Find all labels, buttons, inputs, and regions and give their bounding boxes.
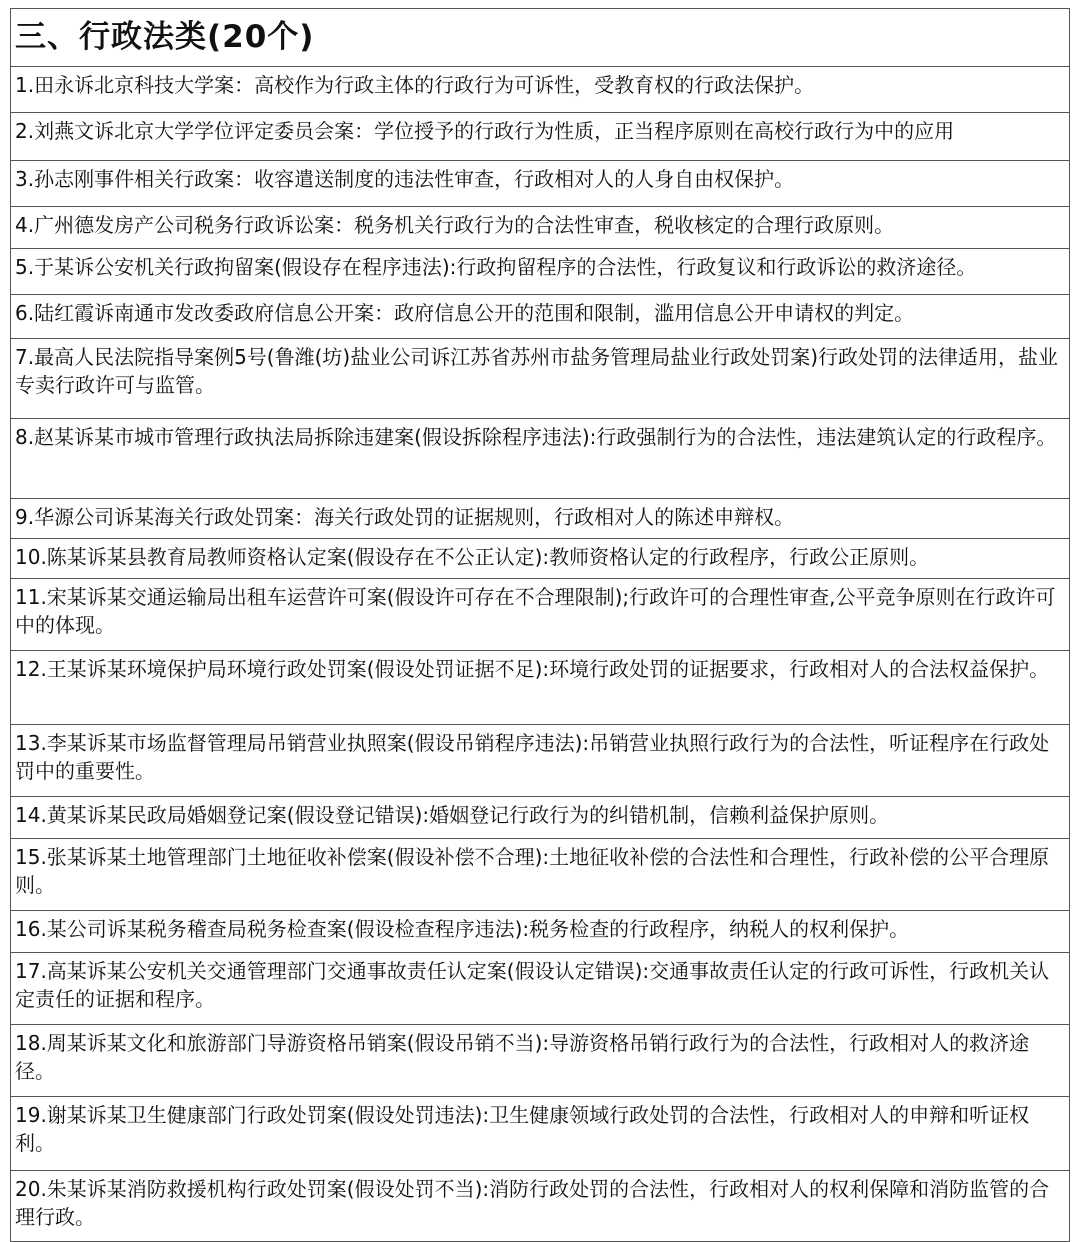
case-item-5: 5.于某诉公安机关行政拘留案(假设存在程序违法):行政拘留程序的合法性，行政复议和行政诉讼的救济途径。 xyxy=(15,255,977,279)
case-item-15: 15.张某诉某土地管理部门土地征收补偿案(假设补偿不合理):土地征收补偿的合法性和合理性，行政补偿的公平合理原则。 xyxy=(15,845,1050,897)
case-item-1: 1.田永诉北京科技大学案：高校作为行政主体的行政行为可诉性，受教育权的行政法保护。 xyxy=(15,73,815,97)
case-item-2: 2.刘燕文诉北京大学学位评定委员会案：学位授予的行政行为性质，正当程序原则在高校行政行为中的应用 xyxy=(15,119,955,143)
title-row xyxy=(11,9,1069,67)
table-row xyxy=(11,249,1069,295)
case-item-6: 6.陆红霞诉南通市发改委政府信息公开案：政府信息公开的范围和限制，滥用信息公开申请权的判定。 xyxy=(15,301,915,325)
case-item-3: 3.孙志刚事件相关行政案：收容遣送制度的违法性审查，行政相对人的人身自由权保护。 xyxy=(15,167,795,191)
page-title: 三、行政法类(20个) xyxy=(15,19,315,55)
table-row xyxy=(11,161,1069,207)
table-row xyxy=(11,839,1069,911)
table-row xyxy=(11,953,1069,1025)
table-row xyxy=(11,339,1069,419)
case-item-12: 12.王某诉某环境保护局环境行政处罚案(假设处罚证据不足):环境行政处罚的证据要求，行政相对人的合法权益保护。 xyxy=(15,657,1050,681)
case-item-18: 18.周某诉某文化和旅游部门导游资格吊销案(假设吊销不当):导游资格吊销行政行为的合法性，行政相对人的救济途径。 xyxy=(15,1031,1030,1083)
table-row xyxy=(11,911,1069,953)
case-item-14: 14.黄某诉某民政局婚姻登记案(假设登记错误):婚姻登记行政行为的纠错机制，信赖利益保护原则。 xyxy=(15,803,890,827)
table-row xyxy=(11,207,1069,249)
table-row xyxy=(11,113,1069,161)
case-item-4: 4.广州德发房产公司税务行政诉讼案：税务机关行政行为的合法性审查，税收核定的合理行政原则。 xyxy=(15,213,895,237)
case-item-17: 17.高某诉某公安机关交通管理部门交通事故责任认定案(假设认定错误):交通事故责任认定的行政可诉性，行政机关认定责任的证据和程序。 xyxy=(15,959,1050,1011)
table-row xyxy=(11,651,1069,725)
table-row xyxy=(11,797,1069,839)
case-item-20: 20.朱某诉某消防救援机构行政处罚案(假设处罚不当):消防行政处罚的合法性，行政相对人的权利保障和消防监管的合理行政。 xyxy=(15,1177,1050,1229)
case-item-11: 11.宋某诉某交通运输局出租车运营许可案(假设许可存在不合理限制);行政许可的合理性审查,公平竞争原则在行政许可中的体现。 xyxy=(15,585,1056,637)
table-row xyxy=(11,539,1069,579)
case-item-16: 16.某公司诉某税务稽查局税务检查案(假设检查程序违法):税务检查的行政程序，纳税人的权利保护。 xyxy=(15,917,910,941)
table-row xyxy=(11,1171,1069,1241)
table-row xyxy=(11,579,1069,651)
case-item-10: 10.陈某诉某县教育局教师资格认定案(假设存在不公正认定):教师资格认定的行政程序，行政公正原则。 xyxy=(15,545,930,569)
case-item-9: 9.华源公司诉某海关行政处罚案：海关行政处罚的证据规则，行政相对人的陈述申辩权。 xyxy=(15,505,795,529)
table-row xyxy=(11,1097,1069,1171)
table-row xyxy=(11,295,1069,339)
table-row xyxy=(11,1025,1069,1097)
case-item-7: 7.最高人民法院指导案例5号(鲁潍(坊)盐业公司诉江苏省苏州市盐务管理局盐业行政处罚案)行政处罚的法律适用，盐业专卖行政许可与监管。 xyxy=(15,345,1059,397)
case-item-19: 19.谢某诉某卫生健康部门行政处罚案(假设处罚违法):卫生健康领域行政处罚的合法性，行政相对人的申辩和听证权利。 xyxy=(15,1103,1030,1155)
table-row xyxy=(11,419,1069,499)
table-row xyxy=(11,725,1069,797)
case-list-table xyxy=(10,8,1070,1242)
table-row xyxy=(11,499,1069,539)
table-row xyxy=(11,67,1069,113)
case-item-8: 8.赵某诉某市城市管理行政执法局拆除违建案(假设拆除程序违法):行政强制行为的合法性，违法建筑认定的行政程序。 xyxy=(15,425,1057,449)
case-item-13: 13.李某诉某市场监督管理局吊销营业执照案(假设吊销程序违法):吊销营业执照行政行为的合法性，听证程序在行政处罚中的重要性。 xyxy=(15,731,1050,783)
